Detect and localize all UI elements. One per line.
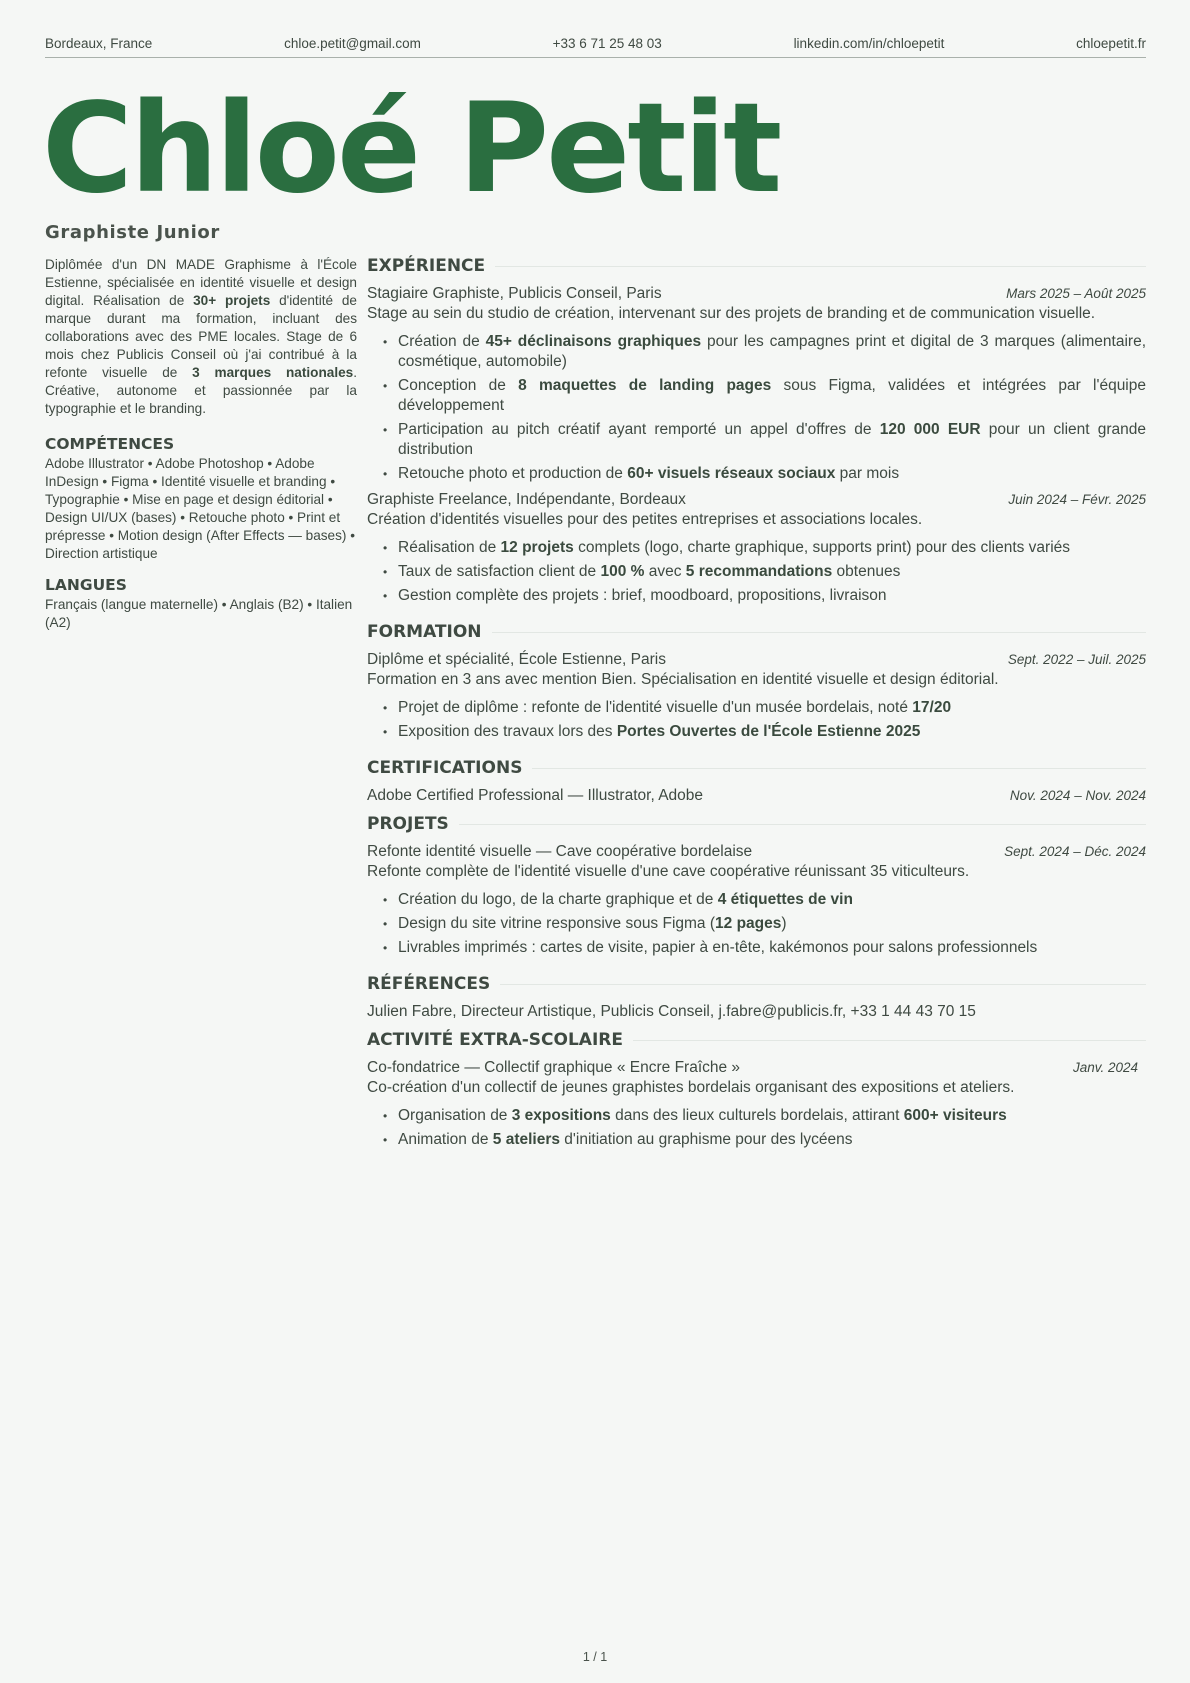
bullet-item: • Gestion complète des projets : brief, moodboard, propositions, livraison — [383, 586, 1146, 606]
summary — [45, 256, 357, 418]
entry-bullets — [367, 332, 1146, 484]
summary-text: Diplômée d'un DN MADE Graphisme à l'École Estienne, spécialisée en identité visuelle et design digital. Réalisation de — [45, 257, 357, 308]
entry-bullets — [367, 538, 1146, 606]
main-content — [367, 254, 1146, 1154]
bullet-item: • Création du logo, de la charte graphique et de 4 étiquettes de vin — [383, 890, 1146, 910]
entry-description: Refonte complète de l'identité visuelle d'une cave coopérative réunissant 35 viticulteurs. — [367, 863, 970, 880]
certifications-title: CERTIFICATIONS — [367, 758, 523, 778]
contact-linkedin[interactable]: linkedin.com/in/chloepetit — [793, 36, 945, 51]
entry-bullets — [367, 698, 1146, 742]
bullet-item: • Organisation de 3 expositions dans des lieux culturels bordelais, attirant 600+ visiteurs — [383, 1106, 1146, 1126]
projects-section — [367, 812, 1146, 958]
references-title: RÉFÉRENCES — [367, 974, 491, 994]
contact-bar — [45, 36, 1146, 58]
certification-entry — [367, 786, 1146, 806]
entry-date: Sept. 2022 – Juil. 2025 — [1007, 652, 1146, 667]
languages-list: Français (langue maternelle) • Anglais (B2) • Italien (A2) — [45, 597, 353, 630]
entry-role: Co-fondatrice — Collectif graphique « Encre Fraîche » — [367, 1059, 741, 1076]
activity-entry — [367, 1058, 1146, 1150]
section-divider — [459, 824, 1146, 825]
bullet-item: • Conception de 8 maquettes de landing pages sous Figma, validées et intégrées par l'équipe développement — [383, 376, 1146, 416]
entry-description: Stage au sein du studio de création, intervenant sur des projets de branding et de communication visuelle. — [367, 305, 1096, 322]
entry-date: Nov. 2024 – Nov. 2024 — [1009, 788, 1146, 803]
education-title: FORMATION — [367, 622, 482, 642]
bullet-item: • Animation de 5 ateliers d'initiation au graphisme pour des lycéens — [383, 1130, 1146, 1150]
references-section — [367, 972, 1146, 1022]
entry-bullets — [367, 1106, 1146, 1150]
sidebar — [45, 256, 357, 632]
entry-role: Graphiste Freelance, Indépendante, Bordeaux — [367, 491, 686, 508]
section-divider — [532, 768, 1146, 769]
education-entry — [367, 650, 1146, 742]
entry-role: Diplôme et spécialité, École Estienne, Paris — [367, 651, 666, 668]
bullet-item: • Retouche photo et production de 60+ visuels réseaux sociaux par mois — [383, 464, 1146, 484]
section-divider — [633, 1040, 1146, 1041]
entry-role: Refonte identité visuelle — Cave coopérative bordelaise — [367, 843, 753, 860]
candidate-name: Chloé Petit — [42, 77, 780, 221]
languages-title: LANGUES — [45, 576, 127, 594]
page-number: 1 / 1 — [582, 1650, 608, 1664]
extracurricular-section — [367, 1028, 1146, 1150]
bullet-item: • Design du site vitrine responsive sous Figma (12 pages) — [383, 914, 1146, 934]
contact-location: Bordeaux, France — [45, 36, 153, 51]
extracurricular-title: ACTIVITÉ EXTRA-SCOLAIRE — [367, 1030, 623, 1050]
section-divider — [492, 632, 1146, 633]
section-heading — [367, 972, 1146, 996]
entry-description: Co-création d'un collectif de jeunes graphistes bordelais organisant des expositions et ateliers. — [367, 1079, 1015, 1096]
projects-title: PROJETS — [367, 814, 449, 834]
experience-entry — [367, 490, 1146, 606]
job-title: Graphiste Junior — [45, 222, 220, 243]
certifications-section — [367, 756, 1146, 806]
bullet-item: • Réalisation de 12 projets complets (logo, charte graphique, supports print) pour des clients variés — [383, 538, 1146, 558]
entry-role: Stagiaire Graphiste, Publicis Conseil, Paris — [367, 285, 662, 302]
entry-date: Janv. 2024 — [1072, 1060, 1138, 1075]
experience-entry — [367, 284, 1146, 484]
bullet-item: • Livrables imprimés : cartes de visite, papier à en-tête, kakémonos pour salons professionnels — [383, 938, 1146, 958]
section-heading — [367, 1028, 1146, 1052]
entry-description: Création d'identités visuelles pour des petites entreprises et associations locales. — [367, 511, 923, 528]
section-heading — [367, 620, 1146, 644]
section-heading — [367, 812, 1146, 836]
contact-phone[interactable]: +33 6 71 25 48 03 — [552, 36, 662, 51]
entry-date: Juin 2024 – Févr. 2025 — [1008, 492, 1146, 507]
contact-email[interactable]: chloe.petit@gmail.com — [284, 36, 421, 51]
education-section — [367, 620, 1146, 742]
experience-title: EXPÉRIENCE — [367, 256, 486, 276]
project-entry — [367, 842, 1146, 958]
experience-section — [367, 254, 1146, 606]
summary-highlight: 3 marques nationales — [192, 365, 354, 380]
reference-entry: Julien Fabre, Directeur Artistique, Publicis Conseil, j.fabre@publicis.fr, +33 1 44 43 70 15 — [367, 1003, 976, 1020]
entry-date: Mars 2025 – Août 2025 — [1006, 286, 1146, 301]
entry-description: Formation en 3 ans avec mention Bien. Spécialisation en identité visuelle et design éditorial. — [367, 671, 999, 688]
summary-text: d'identité de marque durant ma formation, incluant des collaborations avec des PME locales. Stage de 6 mois chez Publicis Conseil où j'ai contribué à la refonte visuelle de — [45, 293, 357, 380]
skills-title: COMPÉTENCES — [45, 435, 175, 453]
contact-website[interactable]: chloepetit.fr — [1076, 36, 1146, 51]
section-heading — [367, 254, 1146, 278]
summary-highlight: 30+ projets — [193, 293, 271, 308]
section-heading — [367, 756, 1146, 780]
entry-role: Adobe Certified Professional — Illustrator, Adobe — [367, 787, 704, 804]
summary-text: . Créative, autonome et passionnée par la typographie et le branding. — [45, 365, 358, 416]
skills-list: Adobe Illustrator • Adobe Photoshop • Adobe InDesign • Figma • Identité visuelle et branding • Typographie • Mise en page et design éditorial • Design UI/UX (bases) • Retouche photo • Print et prépresse • Motion design (After Effects — bases) • Direction artistique — [45, 456, 355, 561]
bullet-item: • Taux de satisfaction client de 100 % avec 5 recommandations obtenues — [383, 562, 1146, 582]
section-divider — [495, 266, 1146, 267]
bullet-item: • Participation au pitch créatif ayant remporté un appel d'offres de 120 000 EUR pour un client grande distribution — [383, 420, 1146, 460]
section-divider — [500, 984, 1146, 985]
bullet-item: • Exposition des travaux lors des Portes Ouvertes de l'École Estienne 2025 — [383, 722, 1146, 742]
entry-bullets — [367, 890, 1146, 958]
entry-date: Sept. 2024 – Déc. 2024 — [1004, 844, 1146, 859]
bullet-item: • Création de 45+ déclinaisons graphiques pour les campagnes print et digital de 3 marques (alimentaire, cosmétique, automobile) — [383, 332, 1146, 372]
bullet-item: • Projet de diplôme : refonte de l'identité visuelle d'un musée bordelais, noté 17/20 — [383, 698, 1146, 718]
